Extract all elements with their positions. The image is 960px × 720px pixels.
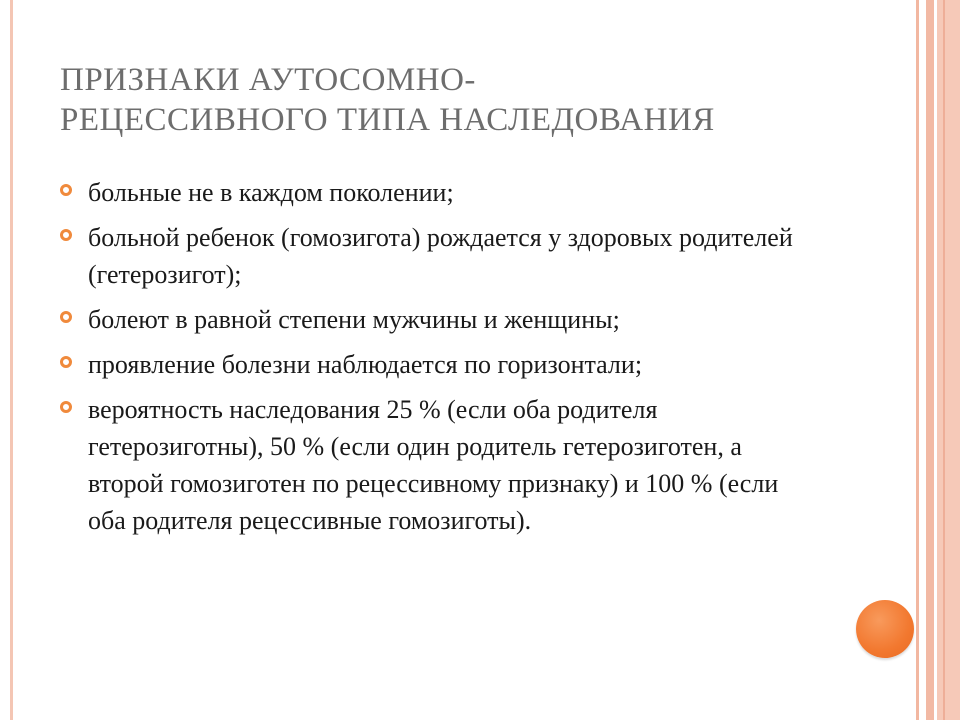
bullet-text: больной ребенок (гомозигота) рождается у здоровых родителей (гетерозигот); [88, 223, 793, 289]
bullet-circle-icon [60, 311, 72, 323]
bullet-item [60, 346, 820, 383]
bullet-item [60, 301, 820, 338]
stripe [937, 0, 960, 720]
left-border-line [10, 0, 13, 720]
decorative-orange-circle-icon [856, 600, 914, 658]
bullet-circle-icon [60, 401, 72, 413]
stripe [926, 0, 934, 720]
slide-title-line-1: ПРИЗНАКИ АУТОСОМНО- [60, 62, 476, 98]
bullet-text: проявление болезни наблюдается по горизонтали; [88, 350, 643, 379]
slide-title-line-2: РЕЦЕССИВНОГО ТИПА НАСЛЕДОВАНИЯ [60, 102, 715, 138]
bullet-circle-icon [60, 356, 72, 368]
right-decorative-stripes [916, 0, 960, 720]
bullet-text: вероятность наследования 25 % (если оба родителя гетерозиготны), 50 % (если один родитель гетерозиготен, а второй гомозиготен по рецессивному признаку) и 100 % (если оба родителя рецессивные гомозиготы). [88, 395, 779, 535]
bullet-circle-icon [60, 184, 72, 196]
bullet-item [60, 391, 820, 539]
bullet-text: больные не в каждом поколении; [88, 178, 454, 207]
stripe-gap [919, 0, 926, 720]
stripe [943, 0, 945, 720]
slide-title [60, 60, 880, 140]
bullet-item [60, 219, 820, 293]
bullet-list [60, 174, 820, 547]
bullet-item [60, 174, 820, 211]
bullet-text: болеют в равной степени мужчины и женщины; [88, 305, 620, 334]
bullet-circle-icon [60, 229, 72, 241]
